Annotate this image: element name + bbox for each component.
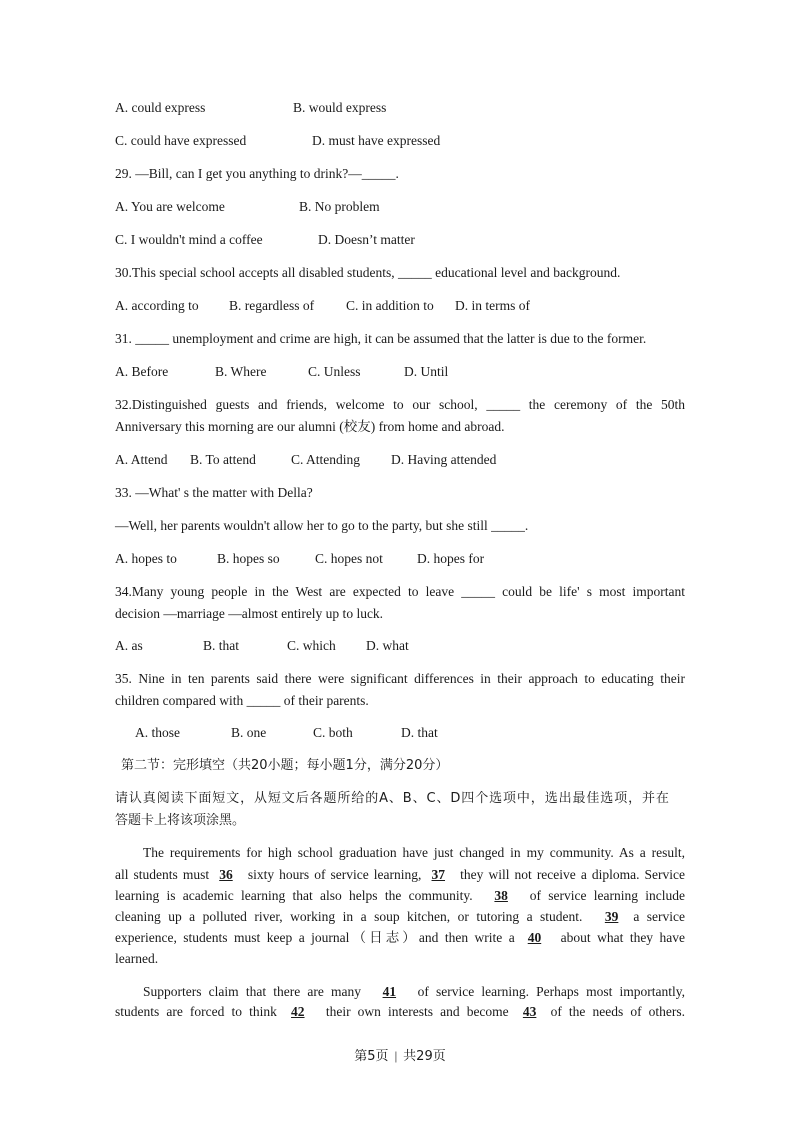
page-total: 共29页	[403, 1049, 446, 1064]
q33-stem-line1: 33. —What' s the matter with Della?	[115, 485, 313, 500]
q31-option-d: D. Until	[404, 364, 449, 379]
q31-stem: 31. _____ unemployment and crime are high, it can be assumed that the latter is due to the former.	[115, 331, 647, 346]
section-instructions-line2: 答题卡上将该项涂黑。	[115, 813, 246, 828]
passage-p1-line1: The requirements for high school graduation have just changed in my community. As a result,	[143, 845, 685, 860]
footer-separator: |	[394, 1048, 398, 1063]
passage-p1-line2: all students must 36 sixty hours of service learning, 37 they will not receive a diploma. Service	[115, 867, 686, 882]
q32-option-c: C. Attending	[291, 452, 361, 467]
page-footer	[0, 1047, 800, 1066]
q33-option-b: B. hopes so	[217, 551, 280, 566]
q34-stem-line2: decision —marriage —almost entirely up to luck.	[115, 606, 384, 621]
q35-option-b: B. one	[231, 725, 267, 740]
q32-option-a: A. Attend	[115, 452, 168, 467]
q32-stem-line2: Anniversary this morning are our alumni (校友) from home and abroad.	[115, 419, 505, 434]
q29-option-b: B. No problem	[299, 199, 380, 214]
section-heading: 第二节：完形填空（共20小题；每小题1分，满分20分）	[121, 758, 449, 773]
q32-option-b: B. To attend	[190, 452, 256, 467]
blank-40: 40	[527, 930, 542, 945]
q29-option-d: D. Doesn’t matter	[318, 232, 415, 247]
q29-option-a: A. You are welcome	[115, 199, 225, 214]
q33-option-a: A. hopes to	[115, 551, 177, 566]
passage-p1-line6: learned.	[115, 951, 159, 966]
blank-37: 37	[431, 867, 446, 882]
q33-option-d: D. hopes for	[417, 551, 485, 566]
q35-option-c: C. both	[313, 725, 353, 740]
q33-stem-line2: —Well, her parents wouldn't allow her to go to the party, but she still _____.	[115, 518, 529, 533]
q28-option-b: B. would express	[293, 100, 387, 115]
q34-option-c: C. which	[287, 638, 336, 653]
blank-42: 42	[291, 1004, 305, 1019]
q32-option-d: D. Having attended	[391, 452, 497, 467]
blank-41: 41	[382, 984, 397, 999]
q29-option-c: C. I wouldn't mind a coffee	[115, 232, 263, 247]
blank-36: 36	[219, 867, 233, 882]
q35-stem-line1: 35. Nine in ten parents said there were significant differences in their approach to educating their	[115, 671, 685, 686]
page-number: 第5页	[354, 1049, 389, 1064]
q31-option-c: C. Unless	[308, 364, 361, 379]
section-instructions-line1: 请认真阅读下面短文，从短文后各题所给的A、B、C、D四个选项中，选出最佳选项，并在	[115, 791, 670, 806]
q30-stem: 30.This special school accepts all disabled students, _____ educational level and background.	[115, 265, 621, 280]
q32-stem-line1: 32.Distinguished guests and friends, welcome to our school, _____ the ceremony of the 50th	[115, 397, 685, 412]
q29-stem: 29. —Bill, can I get you anything to drink?—_____.	[115, 166, 399, 181]
passage-p2-line1: Supporters claim that there are many 41 of service learning. Perhaps most importantly,	[143, 984, 685, 999]
q35-option-a: A. those	[135, 725, 180, 740]
q30-option-c: C. in addition to	[346, 298, 434, 313]
passage-p1-line4: cleaning up a polluted river, working in a soup kitchen, or tutoring a student. 39 a service	[115, 909, 686, 924]
passage-p1-line5: experience, students must keep a journal（日志）and then write a 40 about what they have	[115, 930, 686, 945]
blank-39: 39	[604, 909, 619, 924]
q31-option-b: B. Where	[215, 364, 267, 379]
q35-stem-line2: children compared with _____ of their parents.	[115, 693, 369, 708]
q34-option-a: A. as	[115, 638, 143, 653]
q28-option-d: D. must have expressed	[312, 133, 441, 148]
blank-43: 43	[522, 1004, 537, 1019]
q31-option-a: A. Before	[115, 364, 169, 379]
q33-option-c: C. hopes not	[315, 551, 383, 566]
passage-p2-line2: students are forced to think 42 their own interests and become 43 of the needs of others.	[115, 1004, 686, 1019]
passage-p1-line3: learning is academic learning that also helps the community. 38 of service learning include	[115, 888, 686, 903]
q34-stem-line1: 34.Many young people in the West are expected to leave _____ could be life' s most important	[115, 584, 685, 599]
q28-option-a: A. could express	[115, 100, 206, 115]
blank-38: 38	[494, 888, 508, 903]
q35-option-d: D. that	[401, 725, 438, 740]
q30-option-a: A. according to	[115, 298, 199, 313]
q34-option-b: B. that	[203, 638, 239, 653]
q28-option-c: C. could have expressed	[115, 133, 247, 148]
q34-option-d: D. what	[366, 638, 409, 653]
q30-option-b: B. regardless of	[229, 298, 315, 313]
q30-option-d: D. in terms of	[455, 298, 530, 313]
